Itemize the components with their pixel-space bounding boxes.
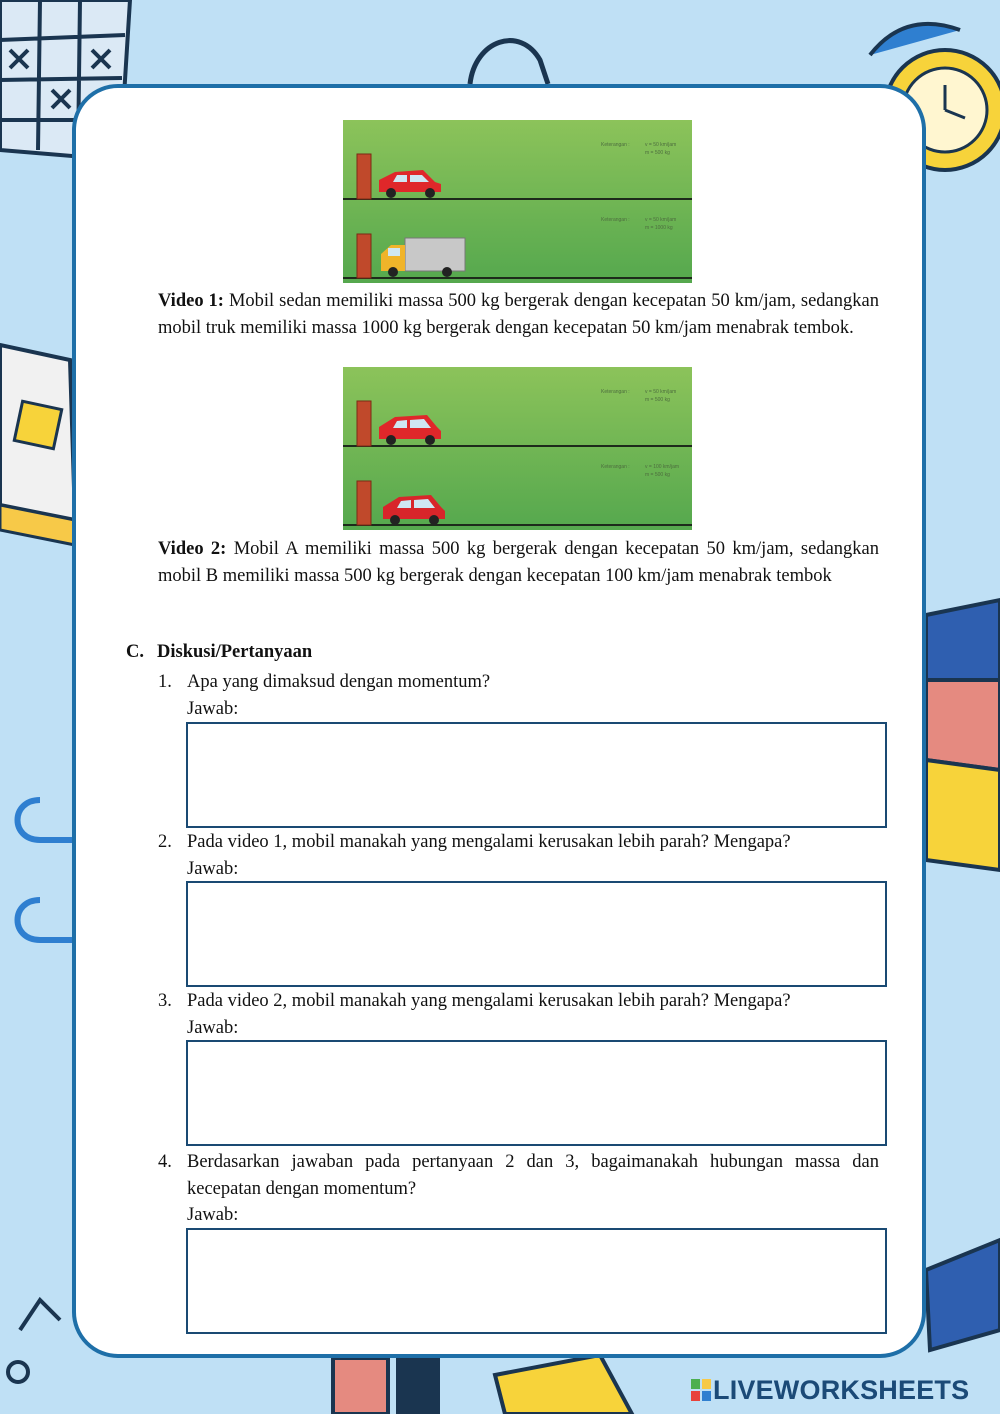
illus2-bottom-v: v = 100 km/jam <box>645 464 680 470</box>
answer-label: Jawab: <box>187 1205 239 1225</box>
question-number: 1. <box>158 672 172 692</box>
question-2 <box>158 829 879 882</box>
illus1-bottom-label: Keterangan : <box>601 217 630 223</box>
illus1-top-m: m = 500 kg <box>645 150 670 156</box>
liveworksheets-logo-icon <box>691 1379 711 1401</box>
bottom-books-icon <box>333 1355 632 1414</box>
video2-description <box>158 536 879 589</box>
question-1 <box>158 669 879 722</box>
answer-box-3[interactable] <box>186 1040 887 1146</box>
illus2-top-v: v = 50 km/jam <box>645 389 677 395</box>
question-3 <box>158 988 879 1041</box>
answer-box-2[interactable] <box>186 881 887 987</box>
paperclip-icon <box>18 800 73 940</box>
illus2-top-m: m = 500 kg <box>645 397 670 403</box>
illus2-bottom-m: m = 500 kg <box>645 472 670 478</box>
video1-illustration <box>343 120 692 283</box>
question-text: Apa yang dimaksud dengan momentum? <box>187 672 491 692</box>
sharpener-icon <box>926 1240 1000 1350</box>
illus1-bottom-m: m = 1000 kg <box>645 225 673 231</box>
brick-wall-top <box>357 154 371 199</box>
answer-label: Jawab: <box>187 698 239 719</box>
music-note-icon <box>8 1300 60 1382</box>
question-number: 3. <box>158 991 172 1011</box>
illus1-top-v: v = 50 km/jam <box>645 142 677 148</box>
brick-wall-top <box>357 401 371 446</box>
question-text: Berdasarkan jawaban pada pertanyaan 2 dan 3, bagaimanakah hubungan massa dan kecepatan dengan momentum? <box>187 1152 879 1199</box>
stacked-books-icon <box>926 600 1000 870</box>
question-4 <box>158 1149 879 1229</box>
question-number: 4. <box>158 1152 172 1172</box>
bag-icon <box>470 41 548 84</box>
section-title: Diskusi/Pertanyaan <box>157 642 313 662</box>
answer-box-4[interactable] <box>186 1228 887 1334</box>
answer-label: Jawab: <box>187 1017 239 1038</box>
video2-illustration <box>343 367 692 530</box>
video2-label: Video 2: <box>158 539 227 559</box>
question-text: Pada video 1, mobil manakah yang mengalami kerusakan lebih parah? Mengapa? <box>187 832 791 852</box>
illus1-top-label: Keterangan : <box>601 142 630 148</box>
brick-wall-bottom <box>357 234 371 278</box>
brick-wall-bottom <box>357 481 371 525</box>
question-text: Pada video 2, mobil manakah yang mengalami kerusakan lebih parah? Mengapa? <box>187 991 791 1011</box>
question-number: 2. <box>158 832 172 852</box>
brand-text: LIVEWORKSHEETS <box>713 1374 970 1405</box>
video2-text: Mobil A memiliki massa 500 kg bergerak dengan kecepatan 50 km/jam, sedangkan mobil B memiliki massa 500 kg bergerak dengan kecepatan 100 km/jam menabrak tembok <box>158 539 879 586</box>
answer-label: Jawab: <box>187 858 239 879</box>
answer-box-1[interactable] <box>186 722 887 828</box>
book-icon <box>0 345 75 545</box>
illus2-top-label: Keterangan : <box>601 389 630 395</box>
section-heading <box>126 642 312 663</box>
video1-label: Video 1: <box>158 291 224 311</box>
section-letter: C. <box>126 642 144 662</box>
liveworksheets-brand[interactable] <box>691 1373 969 1407</box>
video1-description <box>158 288 879 341</box>
illus2-bottom-label: Keterangan : <box>601 464 630 470</box>
illus1-bottom-v: v = 50 km/jam <box>645 217 677 223</box>
video1-text: Mobil sedan memiliki massa 500 kg bergerak dengan kecepatan 50 km/jam, sedangkan mobil truk memiliki massa 1000 kg bergerak dengan kecepatan 50 km/jam menabrak tembok. <box>158 291 879 338</box>
